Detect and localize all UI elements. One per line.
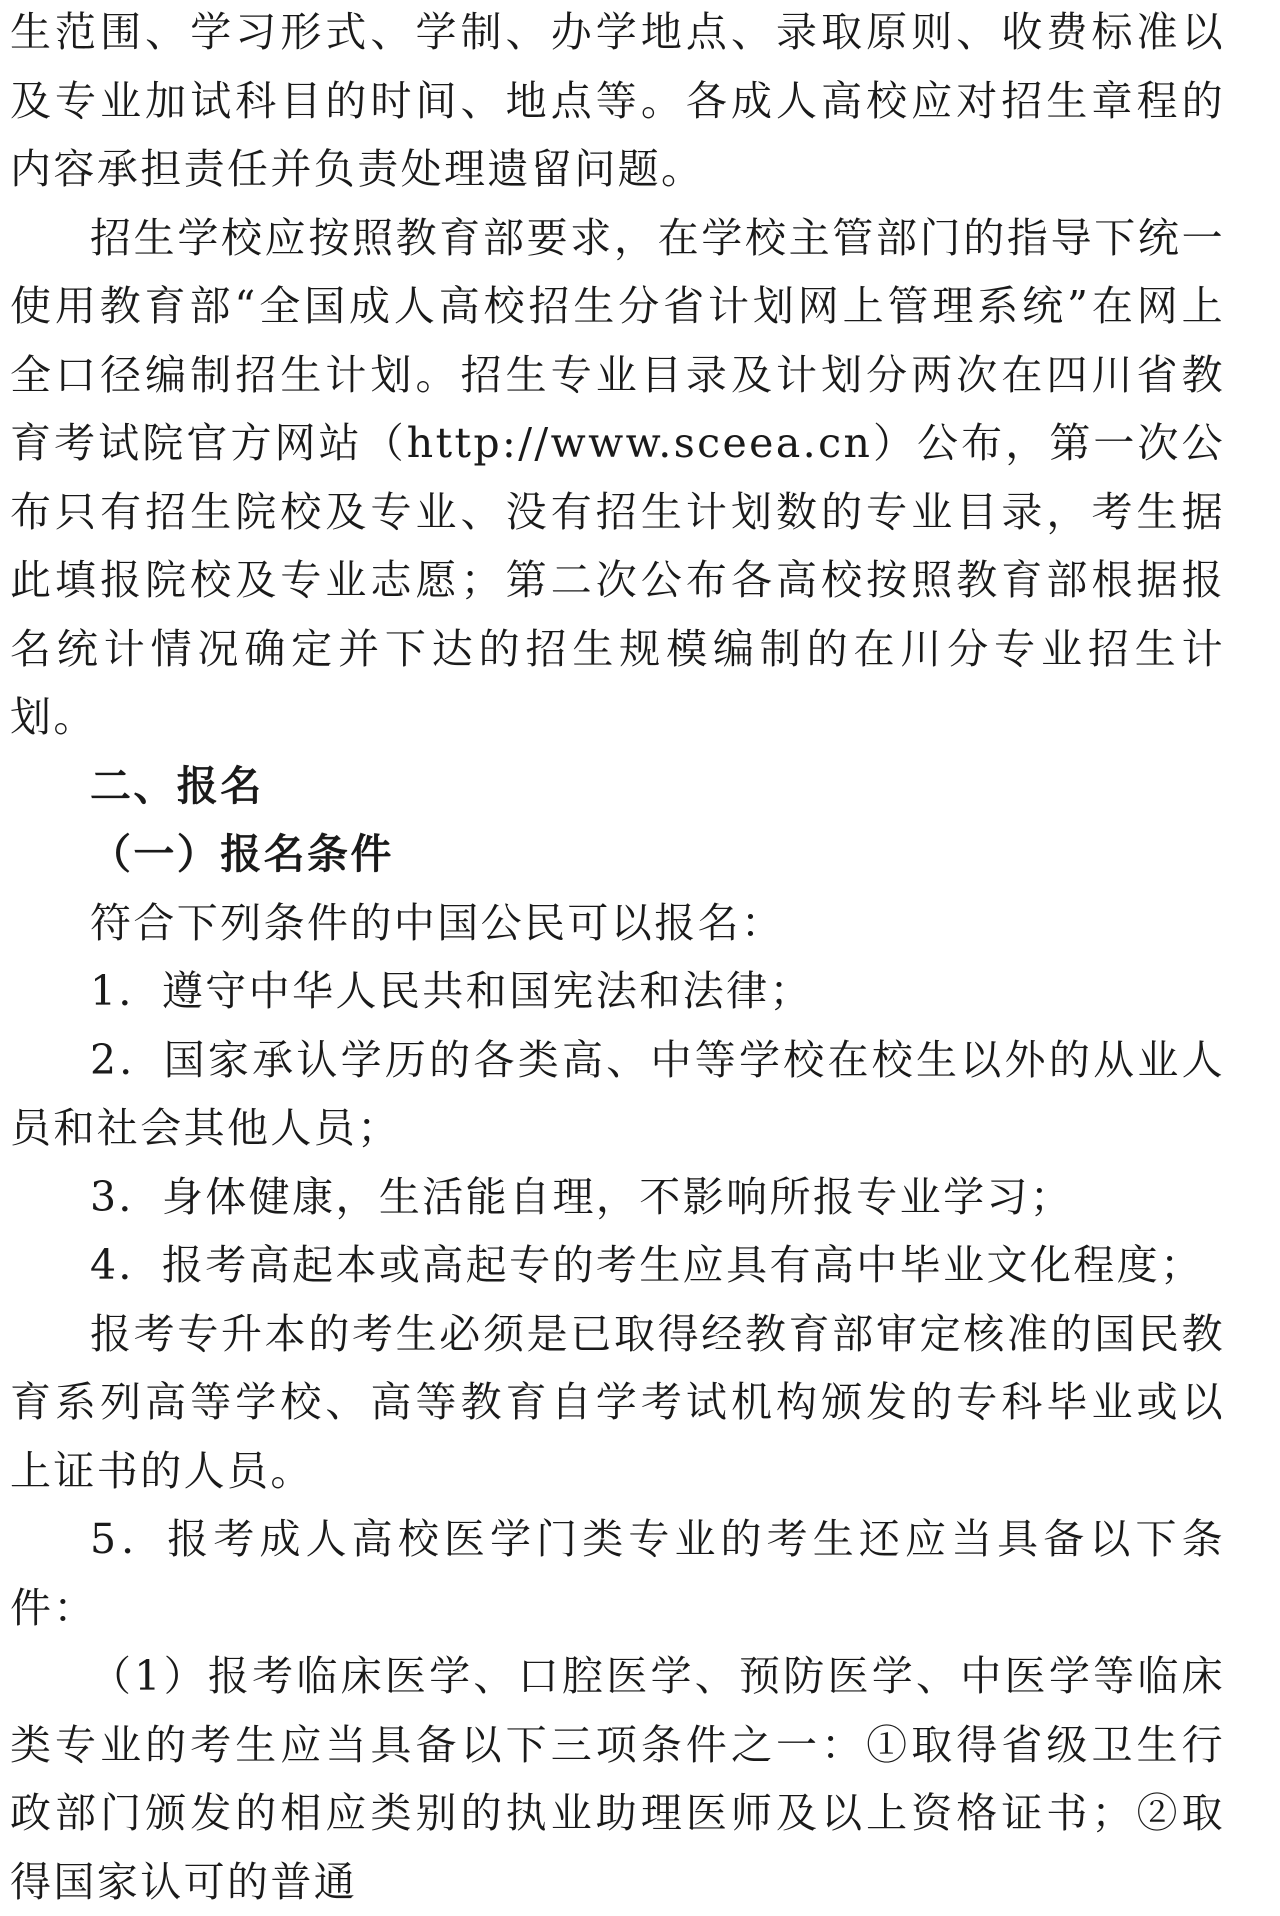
paragraph-enrollment-charter-continued: 生范围、学习形式、学制、办学地点、录取原则、收费标准以及专业加试科目的时间、地点等。各成人高校应对招生章程的内容承担责任并负责处理遗留问题。	[10, 8, 1225, 193]
list-item-condition-2: 2．国家承认学历的各类高、中等学校在校生以外的从业人员和社会其他人员；	[10, 1035, 1225, 1152]
section-heading-registration: 二、报名	[90, 761, 264, 810]
list-item-condition-5-1: （1）报考临床医学、口腔医学、预防医学、中医学等临床类专业的考生应当具备以下三项条件之一：①取得省级卫生行政部门颁发的相应类别的执业助理医师及以上资格证书；②取得国家认可的普通	[10, 1652, 1225, 1906]
subsection-heading-eligibility: （一）报名条件	[90, 830, 394, 878]
list-item-condition-3: 3．身体健康，生活能自理，不影响所报专业学习；	[90, 1172, 1074, 1221]
paragraph-enrollment-plan: 招生学校应按照教育部要求，在学校主管部门的指导下统一使用教育部“全国成人高校招生分省计划网上管理系统”在网上全口径编制招生计划。招生专业目录及计划分两次在四川省教育考试院官方网站（http://www.sceea.cn）公布，第一次公布只有招生院校及专业、没有招生计划数的专业目录，考生据此填报院校及专业志愿；第二次公布各高校按照教育部根据报名统计情况确定并下达的招生规模编制的在川分专业招生计划。	[10, 213, 1225, 741]
list-item-condition-4: 4．报考高起本或高起专的考生应具有高中毕业文化程度；	[90, 1241, 1204, 1289]
paragraph-eligibility-intro: 符合下列条件的中国公民可以报名：	[90, 898, 785, 947]
paragraph-upgrade-requirement: 报考专升本的考生必须是已取得经教育部审定核准的国民教育系列高等学校、高等教育自学考试机构颁发的专科毕业或以上证书的人员。	[10, 1309, 1225, 1495]
document-page	[10, 0, 1225, 1916]
list-item-condition-1: 1．遵守中华人民共和国宪法和法律；	[90, 967, 813, 1015]
list-item-condition-5: 5．报考成人高校医学门类专业的考生还应当具备以下条件：	[10, 1515, 1225, 1632]
